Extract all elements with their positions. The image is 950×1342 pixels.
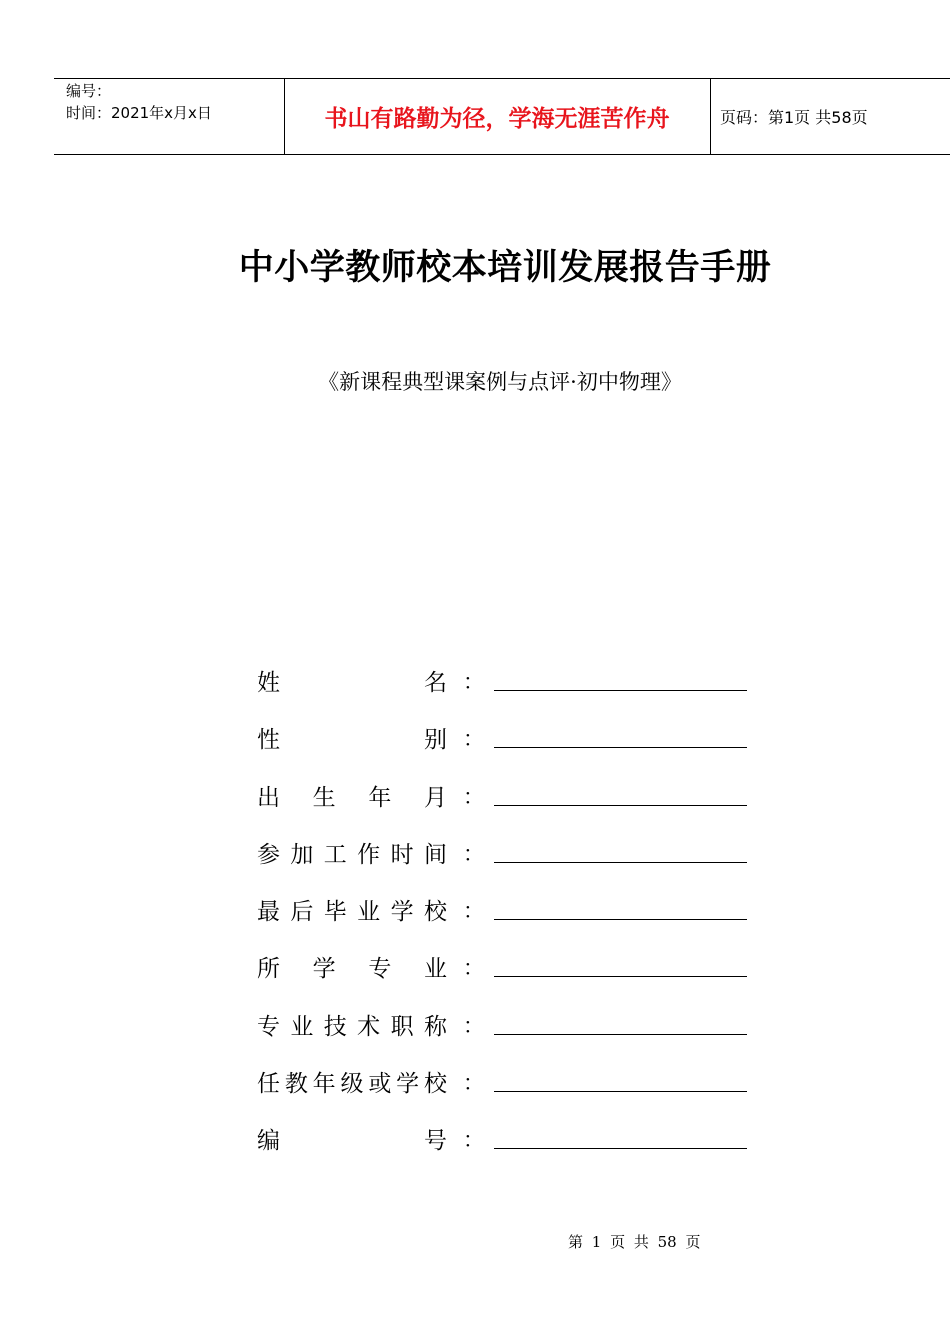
header-left-cell	[66, 80, 212, 124]
form-label: 最 后 毕 业 学 校	[257, 899, 447, 926]
form-row	[257, 1120, 757, 1177]
form-label: 所 学 专 业	[257, 956, 447, 983]
document-subtitle: 《新课程典型课案例与点评·初中物理》	[318, 370, 682, 394]
form-fill-line[interactable]	[494, 805, 747, 806]
form-label: 出 生 年 月	[257, 784, 447, 811]
form-row	[257, 1063, 757, 1120]
form-fill-line[interactable]	[494, 690, 747, 691]
form-label: 专 业 技 术 职 称	[257, 1013, 447, 1040]
form-row	[257, 834, 757, 891]
info-form	[257, 662, 757, 1178]
page-info: 页码：第1页 共58页	[720, 108, 868, 127]
form-label: 姓 名	[257, 670, 447, 696]
form-colon: ：	[463, 727, 484, 752]
form-colon: ：	[463, 1128, 484, 1153]
form-row	[257, 777, 757, 834]
form-row	[257, 891, 757, 948]
document-title: 中小学教师校本培训发展报告手册	[238, 247, 772, 288]
form-fill-line[interactable]	[494, 747, 747, 748]
form-colon: ：	[463, 1071, 484, 1096]
form-colon: ：	[463, 784, 484, 809]
form-colon: ：	[463, 1013, 484, 1038]
form-fill-line[interactable]	[494, 976, 747, 977]
form-colon: ：	[463, 670, 484, 694]
form-row	[257, 948, 757, 1005]
form-colon: ：	[463, 956, 484, 981]
form-label: 任 教 年 级 或 学 校	[257, 1071, 447, 1098]
form-row	[257, 719, 757, 776]
header-divider-2	[710, 78, 711, 155]
form-fill-line[interactable]	[494, 862, 747, 863]
date-text: 时间：2021年x月x日	[66, 104, 212, 122]
form-fill-line[interactable]	[494, 1148, 747, 1149]
form-row	[257, 1006, 757, 1063]
code-label: 编号：	[66, 82, 112, 100]
form-label: 性 别	[257, 727, 447, 754]
form-row	[257, 662, 757, 719]
form-fill-line[interactable]	[494, 919, 747, 920]
form-fill-line[interactable]	[494, 1034, 747, 1035]
form-label: 编 号	[257, 1128, 447, 1155]
form-colon: ：	[463, 899, 484, 924]
form-label: 参 加 工 作 时 间	[257, 841, 447, 868]
form-colon: ：	[463, 841, 484, 866]
motto: 书山有路勤为径，学海无涯苦作舟	[324, 105, 670, 132]
form-fill-line[interactable]	[494, 1091, 747, 1092]
page-footer: 第 1 页 共 58 页	[568, 1233, 701, 1251]
